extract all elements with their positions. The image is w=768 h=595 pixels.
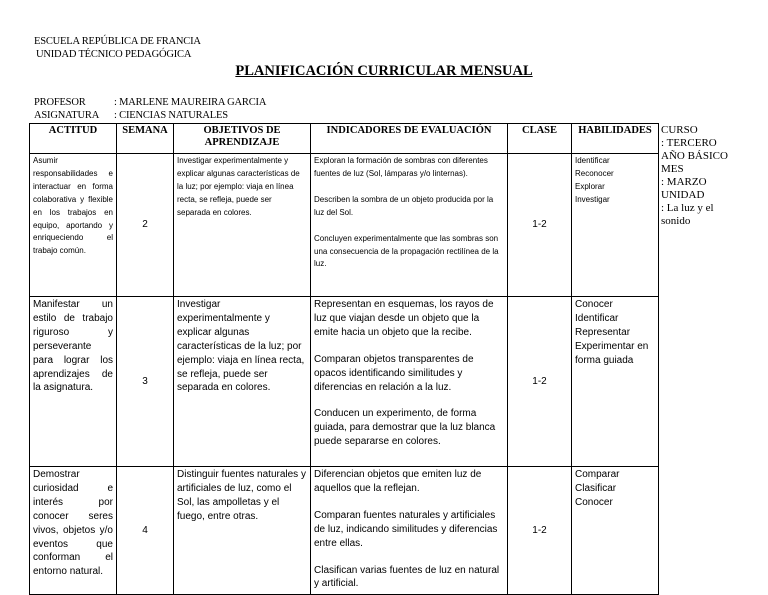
objetivo-cell: Distinguir fuentes naturales y artificiales de luz, como el Sol, las ampolletas y el fuego, entre otras.: [174, 467, 311, 595]
indicador-item: Diferencian objetos que emiten luz de aquellos que la reflejan.: [314, 469, 482, 494]
actitud-cell: Demostrar curiosidad e interés por conocer seres vivos, objetos y/o eventos que conforman el entorno natural.: [30, 467, 117, 595]
habilidad-item: Identificar: [575, 156, 610, 165]
habilidad-item: Conocer: [575, 496, 613, 508]
planning-table: [29, 123, 659, 595]
unidad-value-cont: sonido: [661, 215, 691, 227]
professor-value: : MARLENE MAUREIRA GARCIA: [114, 97, 267, 108]
habilidades-cell: [572, 297, 659, 467]
indicadores-cell: [311, 467, 508, 595]
curso-value-cont: AÑO BÁSICO: [661, 150, 728, 162]
table-row: [30, 467, 659, 595]
objetivo-cell: Investigar experimentalmente y explicar algunas características de la luz; por ejemplo: viaja en línea recta, se refleja, puede ser separada en colores.: [174, 154, 311, 297]
habilidad-item: Representar: [575, 326, 631, 338]
clase-cell: 1-2: [508, 154, 572, 297]
habilidad-item: Clasificar: [575, 482, 617, 494]
actitud-cell: Asumir responsabilidades e interactuar en forma colaborativa y flexible en los trabajos en equipo, aportando y enriqueciendo el trabajo común.: [30, 154, 117, 297]
actitud-cell: Manifestar un estilo de trabajo riguroso y perseverante para lograr los aprendizajes de la asignatura.: [30, 297, 117, 467]
header-clase: CLASE: [508, 124, 572, 154]
indicador-item: Comparan fuentes naturales y artificiales de luz, indicando similitudes y diferencias entre ellas.: [314, 509, 498, 549]
clase-cell: 1-2: [508, 467, 572, 595]
indicador-item: Exploran la formación de sombras con diferentes fuentes de luz (Sol, lámparas y/o linternas).: [314, 156, 488, 178]
habilidad-item: Reconocer: [575, 168, 614, 178]
mes-label: MES: [661, 163, 684, 175]
clase-cell: 1-2: [508, 297, 572, 467]
indicador-item: Clasifican varias fuentes de luz en natural y artificial.: [314, 564, 500, 590]
indicador-item: Comparan objetos transparentes de opacos identificando similitudes y diferencias en relación a la luz.: [314, 353, 474, 393]
indicador-item: Describen la sombra de un objeto producida por la luz del Sol.: [314, 194, 494, 217]
semana-cell: 4: [117, 467, 174, 595]
page-title: PLANIFICACIÓN CURRICULAR MENSUAL: [235, 63, 533, 79]
habilidad-item: Investigar: [575, 194, 610, 204]
header-semana: SEMANA: [117, 124, 174, 154]
header-indicadores: INDICADORES DE EVALUACIÓN: [311, 124, 508, 154]
curso-label: CURSO: [661, 124, 698, 136]
habilidades-cell: [572, 154, 659, 297]
habilidad-item: Identificar: [575, 312, 619, 324]
table-row: [30, 297, 659, 467]
habilidad-item: Conocer: [575, 299, 613, 310]
header-actitud: ACTITUD: [30, 124, 117, 154]
subject-line: [34, 110, 228, 122]
unidad-label: UNIDAD: [661, 189, 705, 201]
indicador-item: Concluyen experimentalmente que las sombras son una consecuencia de la propagación rectilínea de la luz.: [314, 233, 499, 269]
professor-line: [34, 97, 266, 109]
mes-value: : MARZO: [661, 176, 707, 188]
indicador-item: Representan en esquemas, los rayos de luz que viajan desde un objeto que la emite hacia un objeto que la recibe.: [314, 299, 494, 338]
semana-cell: 2: [117, 154, 174, 297]
curso-value: : TERCERO: [661, 137, 717, 149]
indicadores-cell: [311, 154, 508, 297]
table-header-row: [30, 124, 659, 154]
objetivo-cell: Investigar experimentalmente y explicar algunas características de la luz; por ejemplo: viaja en línea recta, se refleja, puede ser separada en colores.: [174, 297, 311, 467]
habilidad-item: Experimentar en forma guiada: [575, 340, 649, 366]
unidad-value: : La luz y el: [661, 202, 714, 214]
course-info: [661, 124, 766, 228]
subject-label: ASIGNATURA: [34, 110, 100, 121]
habilidad-item: Comparar: [575, 469, 620, 480]
professor-label: PROFESOR: [34, 97, 86, 108]
habilidad-item: Explorar: [575, 181, 605, 191]
school-name: ESCUELA REPÚBLICA DE FRANCIA: [34, 36, 201, 47]
unit-name: UNIDAD TÉCNICO PEDAGÓGICA: [36, 49, 192, 60]
header-habilidades: HABILIDADES: [572, 124, 659, 154]
indicador-item: Conducen un experimento, de forma guiada, para demostrar que la luz blanca puede separarse en colores.: [314, 408, 496, 448]
indicadores-cell: [311, 297, 508, 467]
semana-cell: 3: [117, 297, 174, 467]
table-row: [30, 154, 659, 297]
subject-value: : CIENCIAS NATURALES: [114, 110, 228, 121]
habilidades-cell: [572, 467, 659, 595]
header-objetivos: OBJETIVOS DE APRENDIZAJE: [174, 124, 311, 154]
